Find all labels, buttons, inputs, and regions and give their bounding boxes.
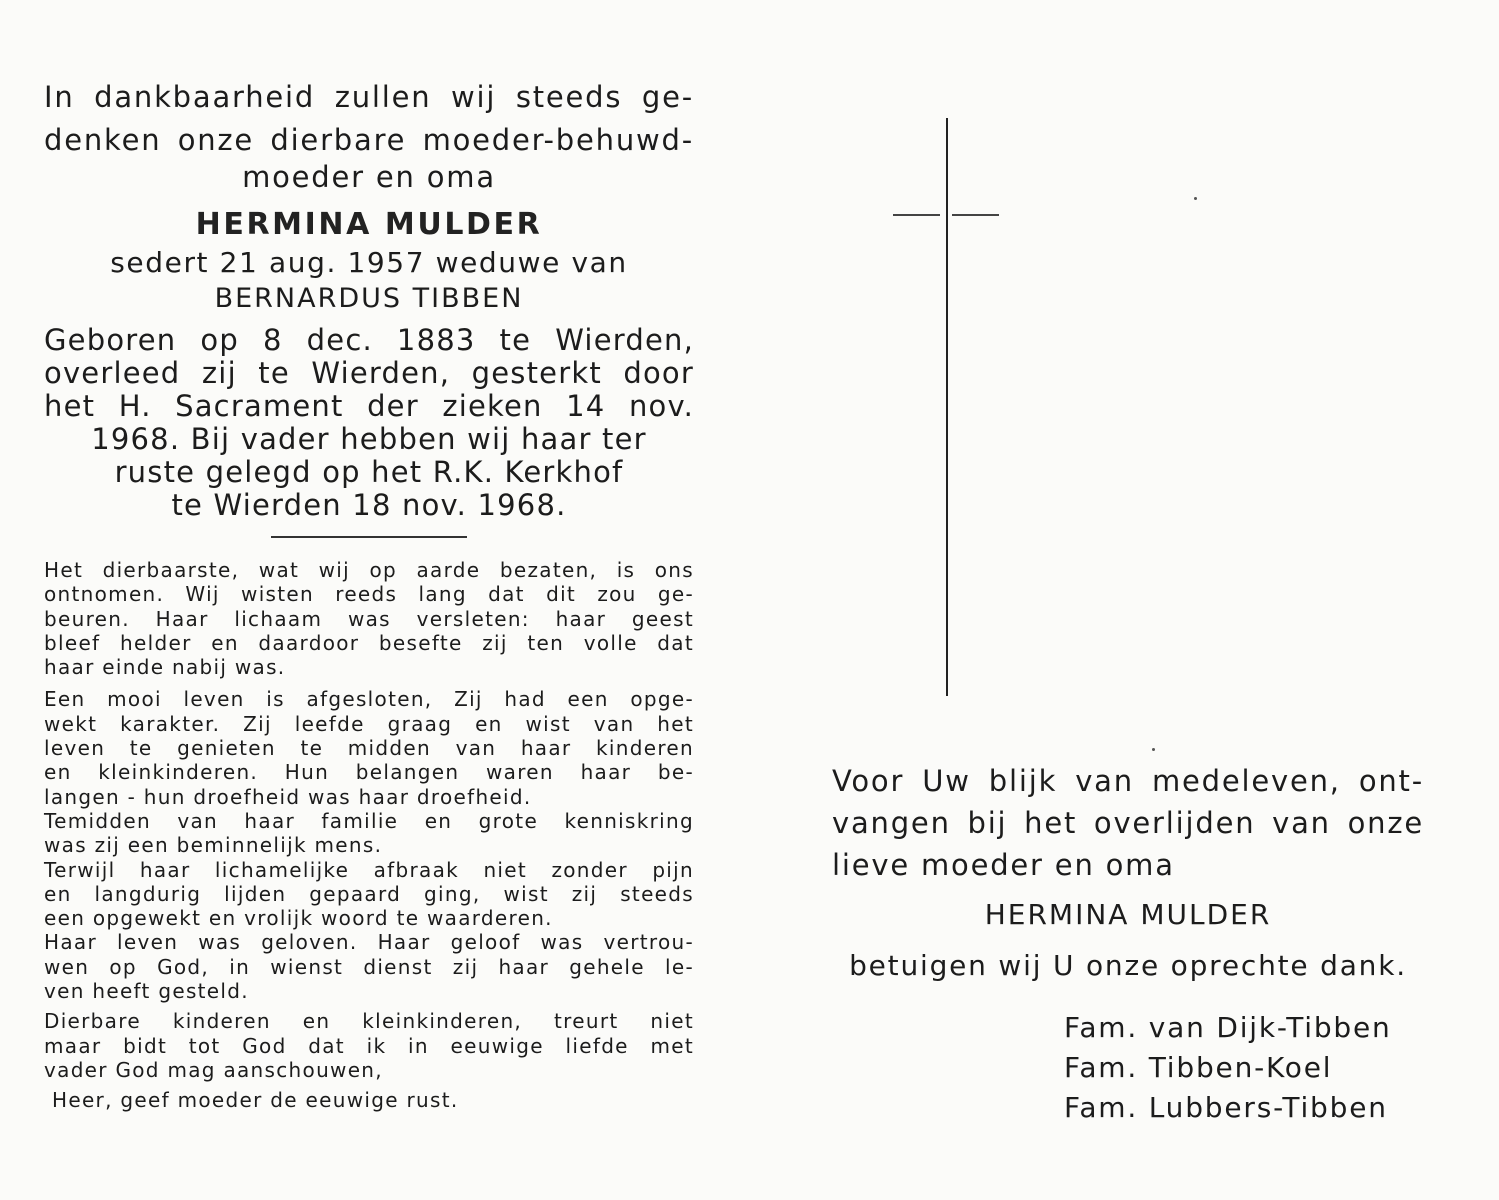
poem-line: Het dierbaarste, wat wij op aarde bezaten, is ons: [44, 558, 694, 582]
deceased-name: HERMINA MULDER: [195, 207, 543, 242]
poem-line: en langdurig lijden gepaard ging, wist zij steeds: [44, 881, 694, 906]
poem-line: wen op God, in wienst dienst zij haar gehele le-: [44, 954, 694, 979]
poem-line: ontnomen. Wij wisten reeds lang dat dit zou ge-: [44, 582, 694, 607]
divider: [271, 536, 467, 538]
poem-line: Temidden van haar familie en grote kenniskring: [44, 808, 694, 833]
poem-line: leven te genieten te midden van haar kinderen: [44, 736, 694, 761]
poem-line: langen - hun droefheid was haar droefheid.: [44, 784, 532, 809]
thanks-line: lieve moeder en oma: [832, 848, 1175, 882]
poem-line: Een mooi leven is afgesloten, Zij had een opge-: [44, 687, 694, 712]
bio-line: Geboren op 8 dec. 1883 te Wierden,: [44, 323, 694, 357]
cross-icon: [946, 118, 948, 696]
family-list: [1064, 1008, 1392, 1128]
poem-line: haar einde nabij was.: [44, 655, 286, 680]
intro-line: moeder en oma: [242, 160, 496, 194]
thanks-text: [832, 760, 1424, 886]
left-panel: [44, 76, 694, 1113]
closing-line: betuigen wij U onze oprechte dank.: [849, 949, 1407, 982]
bio-line: ruste gelegd op het R.K. Kerkhof: [114, 455, 624, 489]
family-name: Fam. Tibben-Koel: [1064, 1051, 1333, 1084]
intro-text: [44, 76, 694, 199]
poem-line: ven heeft gesteld.: [44, 979, 249, 1004]
poem-line: Dierbare kinderen en kleinkinderen, treurt niet: [44, 1009, 694, 1034]
bio-line: het H. Sacrament der zieken 14 nov.: [44, 389, 694, 423]
thanks-line: Voor Uw blijk van medeleven, ont-: [832, 764, 1424, 798]
poem-line: Terwijl haar lichamelijke afbraak niet zonder pijn: [44, 857, 694, 882]
poem-line: beuren. Haar lichaam was versleten: haar geest: [44, 606, 694, 631]
speck: [1194, 197, 1197, 200]
poem-line: vader God mag aanschouwen,: [44, 1057, 383, 1082]
right-panel: [832, 760, 1424, 982]
biography: [44, 324, 694, 522]
widow-line: sedert 21 aug. 1957 weduwe van: [110, 246, 628, 279]
poem-line: een opgewekt en vrolijk woord te waarderen.: [44, 906, 553, 931]
speck: [1152, 748, 1155, 751]
bio-line: 1968. Bij vader hebben wij haar ter: [91, 422, 647, 456]
cross-arm-right: [952, 214, 999, 216]
memorial-text: [44, 558, 694, 1113]
poem-line: was zij een beminnelijk mens.: [44, 833, 383, 858]
poem-line: Heer, geef moeder de eeuwige rust.: [52, 1088, 459, 1113]
intro-line: denken onze dierbare moeder-behuwd-: [44, 123, 694, 157]
cross-arm-left: [893, 214, 940, 216]
poem-line: maar bidt tot God dat ik in eeuwige liefde met: [44, 1033, 694, 1058]
bio-line: overleed zij te Wierden, gesterkt door: [44, 356, 694, 390]
thanks-line: vangen bij het overlijden van onze: [832, 806, 1424, 840]
husband-name: BERNARDUS TIBBEN: [214, 283, 524, 314]
poem-line: en kleinkinderen. Hun belangen waren haar be-: [44, 760, 694, 785]
intro-line: In dankbaarheid zullen wij steeds ge-: [44, 80, 694, 114]
deceased-name-right: HERMINA MULDER: [984, 898, 1272, 931]
family-name: Fam. van Dijk-Tibben: [1064, 1011, 1392, 1044]
bio-line: te Wierden 18 nov. 1968.: [171, 488, 567, 522]
poem-line: Haar leven was geloven. Haar geloof was vertrou-: [44, 930, 694, 955]
poem-line: wekt karakter. Zij leefde graag en wist van het: [44, 711, 694, 736]
family-name: Fam. Lubbers-Tibben: [1064, 1091, 1388, 1124]
poem-line: bleef helder en daardoor besefte zij ten volle dat: [44, 630, 694, 655]
